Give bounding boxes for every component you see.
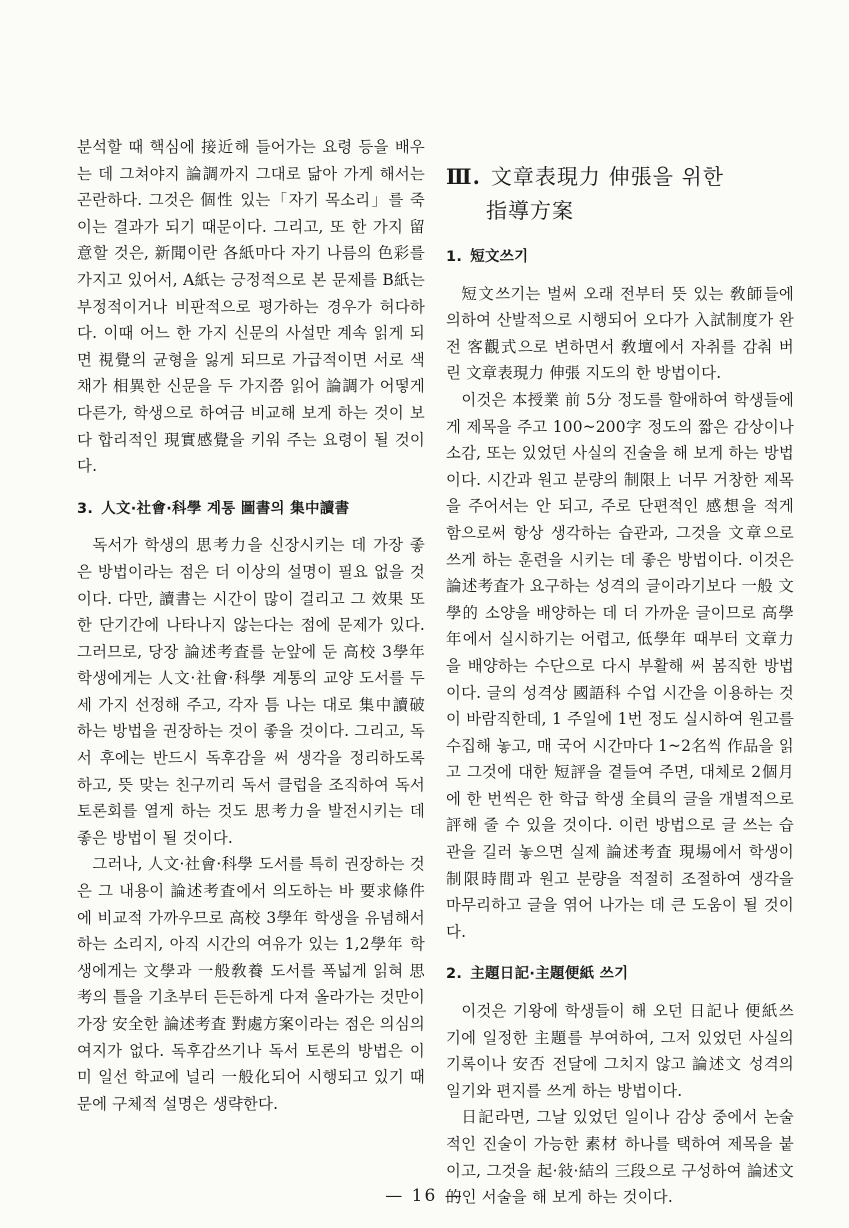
section-3-paragraph-2: 그러나, 人文·社會·科學 도서를 특히 권장하는 것은 그 내용이 論述考査에서 의도하는 바 要求條件에 비교적 가까우므로 高校 3學年 학생을 유념해서 하는 소리지, 아직 시간의 여유가 있는 1,2學年 학생에게는 文學과 一般敎養 도서를 폭넓게 읽혀 思考의 틀을 기초부터 든든하게 다져 올라가는 것만이 가장 安全한 論述考査 對處方案이라는 점은 의심의 여지가 없다. 독후감쓰기나 독서 토론의 방법은 이미 일선 학교에 널리 一般化되어 시행되고 있기 때문에 구체적 설명은 생략한다.	[77, 855, 425, 1113]
page-number: — 16 —	[385, 1186, 464, 1206]
section-2-heading	[446, 961, 794, 988]
paragraph-continued: 분석할 때 핵심에 接近해 들어가는 요령 등을 배우는 데 그쳐야지 論調까지 그대로 닮아 가게 해서는 곤란하다. 그것은 個性 있는「자기 목소리」를 죽이는 결과가 되기 때문이다. 그리고, 또 한 가지 留意할 것은, 新聞이란 各紙마다 자기 나름의 色彩를 가지고 있어서, A紙는 긍정적으로 본 문제를 B紙는 부정적이거나 비판적으로 평가하는 경우가 허다하다. 이때 어느 한 가지 신문의 사설만 계속 읽게 되면 視覺의 균형을 잃게 되므로 가급적이면 서로 색채가 相異한 신문을 두 가지쯤 읽어 論調가 어떻게 다른가, 학생으로 하여금 비교해 보게 하는 것이 보다 합리적인 現實感覺을 키워 주는 요령이 될 것이다.	[77, 138, 425, 476]
section-3-title: 人文·社會·科學 계통 圖書의 集中讀書	[101, 500, 350, 517]
section-1-title: 短文쓰기	[470, 249, 529, 265]
section-1-heading	[446, 244, 794, 271]
chapter-title-line1: 文章表現力 伸張을 위한	[490, 165, 725, 189]
section-1-number: 1.	[446, 249, 463, 265]
section-2-paragraph-2: 日記라면, 그날 있었던 일이나 감상 중에서 논술적인 진술이 가능한 素材 하나를 택하여 제목을 붙이고, 그것을 起·敍·結의 三段으로 구성하여 論述文的인 서술을 해 보게 하는 것이다.	[446, 1108, 794, 1207]
section-1-paragraph-1: 短文쓰기는 벌써 오래 전부터 뜻 있는 敎師들에 의하여 산발적으로 시행되어 오다가 入試制度가 완전 客觀式으로 변하면서 敎壇에서 자취를 감춰 버린 文章表現力 伸張 지도의 한 방법이다.	[446, 284, 794, 383]
section-3-paragraph-1: 독서가 학생의 思考力을 신장시키는 데 가장 좋은 방법이라는 점은 더 이상의 설명이 필요 없을 것이다. 다만, 讀書는 시간이 많이 걸리고 그 效果 또한 단기간에 나타나지 않는다는 점에 문제가 있다. 그러므로, 당장 論述考査를 눈앞에 둔 高校 3學年 학생에게는 人文·社會·科學 계통의 교양 도서를 두세 가지 선정해 주고, 각자 틈 나는 대로 集中讀破하는 방법을 권장하는 것이 좋을 것이다. 그리고, 독서 후에는 반드시 독후감을 써 생각을 정리하도록 하고, 뜻 맞는 친구끼리 독서 클럽을 조직하여 독서 토론회를 열게 하는 것도 思考力을 발전시키는 데 좋은 방법이 될 것이다.	[77, 536, 425, 847]
section-2-paragraph-1: 이것은 기왕에 학생들이 해 오던 日記나 便紙쓰기에 일정한 主題를 부여하여, 그저 있었던 사실의 기록이나 安否 전달에 그치지 않고 論述文 성격의 일기와 편지를 쓰게 하는 방법이다.	[446, 1002, 794, 1100]
section-1-paragraph-2: 이것은 本授業 前 5分 정도를 할애하여 학생들에게 제목을 주고 100~200字 정도의 짧은 감상이나 소감, 또는 있었던 사실의 진술을 해 보게 하는 방법이다. 시간과 원고 분량의 制限上 너무 거창한 제목을 주어서는 안 되고, 주로 단편적인 感想을 적게 함으로써 항상 생각하는 습관과, 그것을 文章으로 쓰게 하는 훈련을 시키는 데 좋은 방법이다. 이것은 論述考査가 요구하는 성격의 글이라기보다 一般 文學的 소양을 배양하는 데 더 가까운 글이므로 高學年에서 실시하기는 어렵고, 低學年 때부터 文章力을 배양하는 수단으로 다시 부활해 써 봄직한 방법이다. 글의 성격상 國語科 수업 시간을 이용하는 것이 바람직한데, 1 주일에 1번 정도 실시하여 원고를 수집해 놓고, 매 국어 시간마다 1~2名씩 作品을 읽고 그것에 대한 短評을 곁들여 주면, 대체로 2個月에 한 번씩은 한 학급 학생 全員의 글을 개별적으로 評해 줄 수 있을 것이다. 이런 방법으로 글 쓰는 습관을 길러 놓으면 실제 論述考査 現場에서 학생이 制限時間과 원고 분량을 적절히 조절하여 생각을 마무리하고 글을 엮어 나가는 데 큰 도움이 될 것이다.	[446, 390, 794, 941]
chapter-number: Ⅲ.	[446, 164, 481, 189]
section-3-heading	[77, 496, 425, 523]
section-2-title: 主題日記·主題便紙 쓰기	[470, 966, 629, 983]
right-column	[446, 160, 794, 1211]
section-3-number: 3.	[77, 500, 94, 517]
left-column	[77, 134, 425, 1117]
chapter-title-line2: 指導方案	[486, 199, 574, 223]
section-2-number: 2.	[446, 966, 463, 983]
chapter-heading	[446, 160, 794, 228]
